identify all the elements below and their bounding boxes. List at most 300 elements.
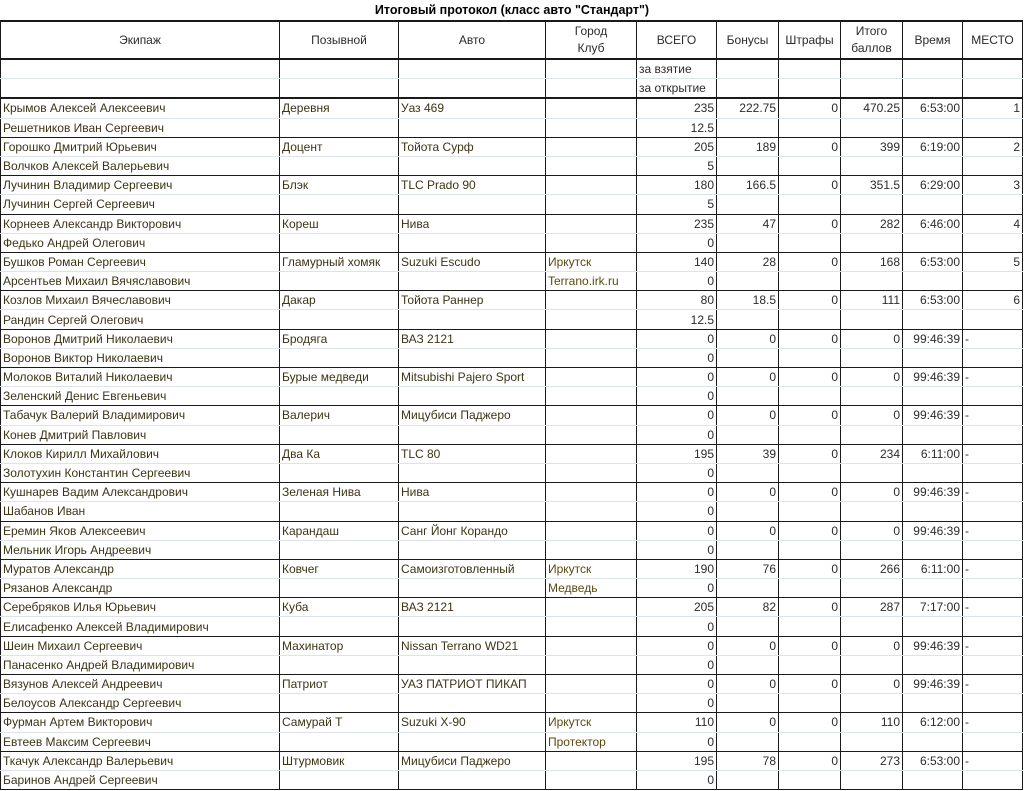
empty bbox=[963, 655, 1023, 674]
driver-name: Крымов Алексей Алексеевич bbox=[1, 98, 280, 118]
car: Nissan Terrano WD21 bbox=[399, 636, 546, 655]
navigator-name: Шабанов Иван bbox=[1, 502, 280, 521]
subheader-row-2 bbox=[1, 79, 1023, 99]
penalty: 0 bbox=[779, 483, 841, 502]
empty bbox=[963, 272, 1023, 291]
subheader-capture: за взятие bbox=[637, 59, 717, 79]
club bbox=[546, 118, 637, 137]
city bbox=[546, 483, 637, 502]
empty bbox=[280, 348, 399, 367]
empty bbox=[903, 387, 963, 406]
empty bbox=[903, 732, 963, 751]
total-open: 0 bbox=[637, 540, 717, 559]
club bbox=[546, 425, 637, 444]
empty bbox=[399, 348, 546, 367]
empty bbox=[399, 387, 546, 406]
car: TLC 80 bbox=[399, 444, 546, 463]
car: Suzuki X-90 bbox=[399, 713, 546, 732]
club bbox=[546, 540, 637, 559]
car: Нива bbox=[399, 483, 546, 502]
empty bbox=[280, 156, 399, 175]
empty bbox=[779, 425, 841, 444]
score: 399 bbox=[841, 137, 903, 156]
total-open: 0 bbox=[637, 425, 717, 444]
empty bbox=[399, 272, 546, 291]
empty bbox=[399, 770, 546, 789]
time: 6:53:00 bbox=[903, 291, 963, 310]
penalty: 0 bbox=[779, 444, 841, 463]
score: 111 bbox=[841, 291, 903, 310]
empty bbox=[779, 732, 841, 751]
empty bbox=[717, 272, 779, 291]
club: Протектор bbox=[546, 732, 637, 751]
total-open: 0 bbox=[637, 387, 717, 406]
score: 0 bbox=[841, 329, 903, 348]
empty bbox=[903, 195, 963, 214]
place: - bbox=[963, 598, 1023, 617]
total-capture: 190 bbox=[637, 559, 717, 578]
city bbox=[546, 329, 637, 348]
empty bbox=[841, 348, 903, 367]
crew-row-navigator bbox=[1, 540, 1023, 559]
crew-row-driver bbox=[1, 214, 1023, 233]
empty bbox=[779, 348, 841, 367]
empty bbox=[779, 655, 841, 674]
navigator-name: Волчков Алексей Валерьевич bbox=[1, 156, 280, 175]
empty bbox=[779, 770, 841, 789]
empty bbox=[903, 540, 963, 559]
navigator-name: Белоусов Александр Сергеевич bbox=[1, 694, 280, 713]
empty bbox=[841, 463, 903, 482]
crew-row-navigator bbox=[1, 348, 1023, 367]
total-open: 0 bbox=[637, 233, 717, 252]
callsign: Патриот bbox=[280, 675, 399, 694]
place: 1 bbox=[963, 98, 1023, 118]
total-capture: 235 bbox=[637, 214, 717, 233]
driver-name: Горошко Дмитрий Юрьевич bbox=[1, 137, 280, 156]
callsign: Дакар bbox=[280, 291, 399, 310]
penalty: 0 bbox=[779, 636, 841, 655]
score: 110 bbox=[841, 713, 903, 732]
total-capture: 140 bbox=[637, 252, 717, 271]
callsign: Зеленая Нива bbox=[280, 483, 399, 502]
club: Terrano.irk.ru bbox=[546, 272, 637, 291]
total-open: 0 bbox=[637, 694, 717, 713]
empty bbox=[399, 156, 546, 175]
total-open: 5 bbox=[637, 195, 717, 214]
time: 6:53:00 bbox=[903, 252, 963, 271]
empty bbox=[717, 694, 779, 713]
club bbox=[546, 348, 637, 367]
empty bbox=[963, 118, 1023, 137]
empty bbox=[280, 195, 399, 214]
navigator-name: Зеленский Денис Евгеньевич bbox=[1, 387, 280, 406]
bonus: 76 bbox=[717, 559, 779, 578]
bonus: 0 bbox=[717, 406, 779, 425]
total-open: 0 bbox=[637, 272, 717, 291]
car: Тойота Сурф bbox=[399, 137, 546, 156]
empty bbox=[903, 655, 963, 674]
city bbox=[546, 291, 637, 310]
driver-name: Корнеев Александр Викторович bbox=[1, 214, 280, 233]
navigator-name: Золотухин Константин Сергеевич bbox=[1, 463, 280, 482]
empty bbox=[903, 348, 963, 367]
bonus: 0 bbox=[717, 636, 779, 655]
crew-row-navigator bbox=[1, 195, 1023, 214]
empty bbox=[841, 770, 903, 789]
time: 6:53:00 bbox=[903, 751, 963, 770]
place: - bbox=[963, 521, 1023, 540]
bonus: 82 bbox=[717, 598, 779, 617]
empty bbox=[903, 502, 963, 521]
empty bbox=[963, 732, 1023, 751]
empty bbox=[717, 387, 779, 406]
penalty: 0 bbox=[779, 368, 841, 387]
navigator-name: Федько Андрей Олегович bbox=[1, 233, 280, 252]
navigator-name: Баринов Андрей Сергеевич bbox=[1, 770, 280, 789]
place: - bbox=[963, 406, 1023, 425]
bonus: 18.5 bbox=[717, 291, 779, 310]
empty bbox=[963, 387, 1023, 406]
empty bbox=[399, 195, 546, 214]
penalty: 0 bbox=[779, 406, 841, 425]
total-open: 0 bbox=[637, 502, 717, 521]
score: 0 bbox=[841, 406, 903, 425]
car: TLC Prado 90 bbox=[399, 176, 546, 195]
empty bbox=[841, 502, 903, 521]
empty bbox=[717, 156, 779, 175]
car: Мицубиси Паджеро bbox=[399, 406, 546, 425]
empty bbox=[399, 655, 546, 674]
empty bbox=[280, 540, 399, 559]
total-open: 5 bbox=[637, 156, 717, 175]
empty bbox=[903, 694, 963, 713]
empty bbox=[280, 617, 399, 636]
city bbox=[546, 751, 637, 770]
empty bbox=[717, 655, 779, 674]
empty bbox=[903, 770, 963, 789]
car: Санг Йонг Корандо bbox=[399, 521, 546, 540]
col-header-penalty: Штрафы bbox=[779, 21, 841, 59]
crew-row-driver bbox=[1, 252, 1023, 271]
bonus: 0 bbox=[717, 713, 779, 732]
total-capture: 0 bbox=[637, 329, 717, 348]
crew-row-navigator bbox=[1, 655, 1023, 674]
total-open: 0 bbox=[637, 732, 717, 751]
crew-row-driver bbox=[1, 406, 1023, 425]
empty bbox=[717, 463, 779, 482]
empty bbox=[963, 233, 1023, 252]
penalty: 0 bbox=[779, 559, 841, 578]
total-capture: 0 bbox=[637, 521, 717, 540]
empty bbox=[779, 540, 841, 559]
crew-row-navigator bbox=[1, 156, 1023, 175]
total-capture: 0 bbox=[637, 636, 717, 655]
empty bbox=[963, 579, 1023, 598]
empty bbox=[841, 655, 903, 674]
driver-name: Бушков Роман Сергеевич bbox=[1, 252, 280, 271]
empty bbox=[963, 617, 1023, 636]
time: 6:19:00 bbox=[903, 137, 963, 156]
callsign: Кореш bbox=[280, 214, 399, 233]
col-header-place: МЕСТО bbox=[963, 21, 1023, 59]
total-capture: 235 bbox=[637, 98, 717, 118]
empty bbox=[717, 579, 779, 598]
crew-row-driver bbox=[1, 368, 1023, 387]
bonus: 0 bbox=[717, 521, 779, 540]
crew-row-driver bbox=[1, 598, 1023, 617]
callsign: Бурые медведи bbox=[280, 368, 399, 387]
total-open: 0 bbox=[637, 579, 717, 598]
empty bbox=[280, 463, 399, 482]
total-open: 12.5 bbox=[637, 118, 717, 137]
empty bbox=[779, 387, 841, 406]
empty bbox=[399, 425, 546, 444]
total-capture: 110 bbox=[637, 713, 717, 732]
empty bbox=[779, 463, 841, 482]
driver-name: Вязунов Алексей Андреевич bbox=[1, 675, 280, 694]
total-capture: 0 bbox=[637, 406, 717, 425]
total-open: 0 bbox=[637, 348, 717, 367]
callsign: Карандаш bbox=[280, 521, 399, 540]
bonus: 47 bbox=[717, 214, 779, 233]
crew-row-driver bbox=[1, 751, 1023, 770]
empty bbox=[841, 694, 903, 713]
time: 6:46:00 bbox=[903, 214, 963, 233]
empty bbox=[280, 732, 399, 751]
city: Иркутск bbox=[546, 252, 637, 271]
car: Самоизготовленный bbox=[399, 559, 546, 578]
place: 4 bbox=[963, 214, 1023, 233]
empty bbox=[399, 694, 546, 713]
total-capture: 80 bbox=[637, 291, 717, 310]
crew-row-navigator bbox=[1, 579, 1023, 598]
callsign: Штурмовик bbox=[280, 751, 399, 770]
driver-name: Кушнарев Вадим Александрович bbox=[1, 483, 280, 502]
city bbox=[546, 444, 637, 463]
club bbox=[546, 310, 637, 329]
club bbox=[546, 694, 637, 713]
place: 3 bbox=[963, 176, 1023, 195]
club: Медведь bbox=[546, 579, 637, 598]
empty bbox=[841, 310, 903, 329]
time: 6:53:00 bbox=[903, 98, 963, 118]
place: - bbox=[963, 483, 1023, 502]
col-header-callsign: Позывной bbox=[280, 21, 399, 59]
col-header-total: ВСЕГО bbox=[637, 21, 717, 59]
crew-row-driver bbox=[1, 98, 1023, 118]
car: ВАЗ 2121 bbox=[399, 329, 546, 348]
bonus: 0 bbox=[717, 675, 779, 694]
club bbox=[546, 233, 637, 252]
empty bbox=[280, 310, 399, 329]
crew-row-driver bbox=[1, 291, 1023, 310]
bonus: 0 bbox=[717, 368, 779, 387]
empty bbox=[399, 732, 546, 751]
empty bbox=[963, 156, 1023, 175]
club bbox=[546, 387, 637, 406]
empty bbox=[717, 732, 779, 751]
club bbox=[546, 617, 637, 636]
bonus: 78 bbox=[717, 751, 779, 770]
place: - bbox=[963, 751, 1023, 770]
penalty: 0 bbox=[779, 137, 841, 156]
empty bbox=[280, 579, 399, 598]
callsign: Валерич bbox=[280, 406, 399, 425]
total-capture: 0 bbox=[637, 675, 717, 694]
place: - bbox=[963, 636, 1023, 655]
place: - bbox=[963, 559, 1023, 578]
empty bbox=[399, 540, 546, 559]
crew-row-driver bbox=[1, 559, 1023, 578]
empty bbox=[399, 118, 546, 137]
empty bbox=[779, 195, 841, 214]
city: Иркутск bbox=[546, 559, 637, 578]
callsign: Гламурный хомяк bbox=[280, 252, 399, 271]
empty bbox=[779, 272, 841, 291]
empty bbox=[717, 770, 779, 789]
crew-row-driver bbox=[1, 521, 1023, 540]
empty bbox=[399, 463, 546, 482]
club bbox=[546, 463, 637, 482]
city bbox=[546, 176, 637, 195]
bonus: 189 bbox=[717, 137, 779, 156]
score: 168 bbox=[841, 252, 903, 271]
penalty: 0 bbox=[779, 98, 841, 118]
score: 351.5 bbox=[841, 176, 903, 195]
place: 5 bbox=[963, 252, 1023, 271]
total-capture: 0 bbox=[637, 483, 717, 502]
navigator-name: Конев Дмитрий Павлович bbox=[1, 425, 280, 444]
empty bbox=[963, 694, 1023, 713]
score: 282 bbox=[841, 214, 903, 233]
city bbox=[546, 636, 637, 655]
place: 2 bbox=[963, 137, 1023, 156]
empty bbox=[963, 770, 1023, 789]
city bbox=[546, 598, 637, 617]
car: Нива bbox=[399, 214, 546, 233]
callsign: Блэк bbox=[280, 176, 399, 195]
crew-row-driver bbox=[1, 176, 1023, 195]
time: 6:11:00 bbox=[903, 444, 963, 463]
empty bbox=[903, 463, 963, 482]
driver-name: Фурман Артем Викторович bbox=[1, 713, 280, 732]
navigator-name: Елисафенко Алексей Владимирович bbox=[1, 617, 280, 636]
empty bbox=[280, 694, 399, 713]
empty bbox=[717, 233, 779, 252]
empty bbox=[841, 272, 903, 291]
score: 0 bbox=[841, 636, 903, 655]
navigator-name: Евтеев Максим Сергеевич bbox=[1, 732, 280, 751]
callsign: Ковчег bbox=[280, 559, 399, 578]
penalty: 0 bbox=[779, 521, 841, 540]
time: 99:46:39 bbox=[903, 636, 963, 655]
col-header-time: Время bbox=[903, 21, 963, 59]
empty bbox=[903, 156, 963, 175]
car: Мицубиси Паджеро bbox=[399, 751, 546, 770]
driver-name: Молоков Виталий Николаевич bbox=[1, 368, 280, 387]
callsign: Доцент bbox=[280, 137, 399, 156]
city bbox=[546, 214, 637, 233]
callsign: Бродяга bbox=[280, 329, 399, 348]
navigator-name: Арсентьев Михаил Вячяславович bbox=[1, 272, 280, 291]
car: ВАЗ 2121 bbox=[399, 598, 546, 617]
time: 99:46:39 bbox=[903, 368, 963, 387]
crew-row-navigator bbox=[1, 732, 1023, 751]
empty bbox=[717, 502, 779, 521]
score: 273 bbox=[841, 751, 903, 770]
empty bbox=[779, 156, 841, 175]
score: 287 bbox=[841, 598, 903, 617]
bonus: 39 bbox=[717, 444, 779, 463]
empty bbox=[841, 425, 903, 444]
empty bbox=[717, 348, 779, 367]
score: 234 bbox=[841, 444, 903, 463]
empty bbox=[903, 118, 963, 137]
bonus: 0 bbox=[717, 483, 779, 502]
crew-row-driver bbox=[1, 713, 1023, 732]
empty bbox=[963, 310, 1023, 329]
city bbox=[546, 406, 637, 425]
empty bbox=[779, 118, 841, 137]
empty bbox=[963, 540, 1023, 559]
empty bbox=[280, 387, 399, 406]
car: Suzuki Escudo bbox=[399, 252, 546, 271]
callsign: Деревня bbox=[280, 98, 399, 118]
empty bbox=[280, 118, 399, 137]
city bbox=[546, 675, 637, 694]
penalty: 0 bbox=[779, 675, 841, 694]
place: - bbox=[963, 329, 1023, 348]
total-capture: 205 bbox=[637, 598, 717, 617]
navigator-name: Решетников Иван Сергеевич bbox=[1, 118, 280, 137]
empty bbox=[717, 310, 779, 329]
driver-name: Ткачук Александр Валерьевич bbox=[1, 751, 280, 770]
protocol-title: Итоговый протокол (класс авто "Стандарт") bbox=[374, 3, 650, 17]
driver-name: Муратов Александр bbox=[1, 559, 280, 578]
navigator-name: Рязанов Александр bbox=[1, 579, 280, 598]
city bbox=[546, 521, 637, 540]
time: 99:46:39 bbox=[903, 406, 963, 425]
club bbox=[546, 156, 637, 175]
callsign: Самурай Т bbox=[280, 713, 399, 732]
score: 0 bbox=[841, 483, 903, 502]
empty bbox=[963, 195, 1023, 214]
driver-name: Воронов Дмитрий Николаевич bbox=[1, 329, 280, 348]
city bbox=[546, 137, 637, 156]
empty bbox=[717, 425, 779, 444]
empty bbox=[399, 310, 546, 329]
col-header-city-club: Город Клуб bbox=[546, 21, 637, 59]
place: - bbox=[963, 713, 1023, 732]
empty bbox=[903, 579, 963, 598]
empty bbox=[841, 540, 903, 559]
car: Тойота Раннер bbox=[399, 291, 546, 310]
crew-row-navigator bbox=[1, 272, 1023, 291]
driver-name: Клоков Кирилл Михайлович bbox=[1, 444, 280, 463]
total-capture: 0 bbox=[637, 368, 717, 387]
empty bbox=[280, 425, 399, 444]
navigator-name: Воронов Виктор Николаевич bbox=[1, 348, 280, 367]
empty bbox=[963, 502, 1023, 521]
empty bbox=[903, 310, 963, 329]
penalty: 0 bbox=[779, 751, 841, 770]
navigator-name: Панасенко Андрей Владимирович bbox=[1, 655, 280, 674]
empty bbox=[779, 502, 841, 521]
score: 470.25 bbox=[841, 98, 903, 118]
empty bbox=[841, 195, 903, 214]
time: 99:46:39 bbox=[903, 521, 963, 540]
